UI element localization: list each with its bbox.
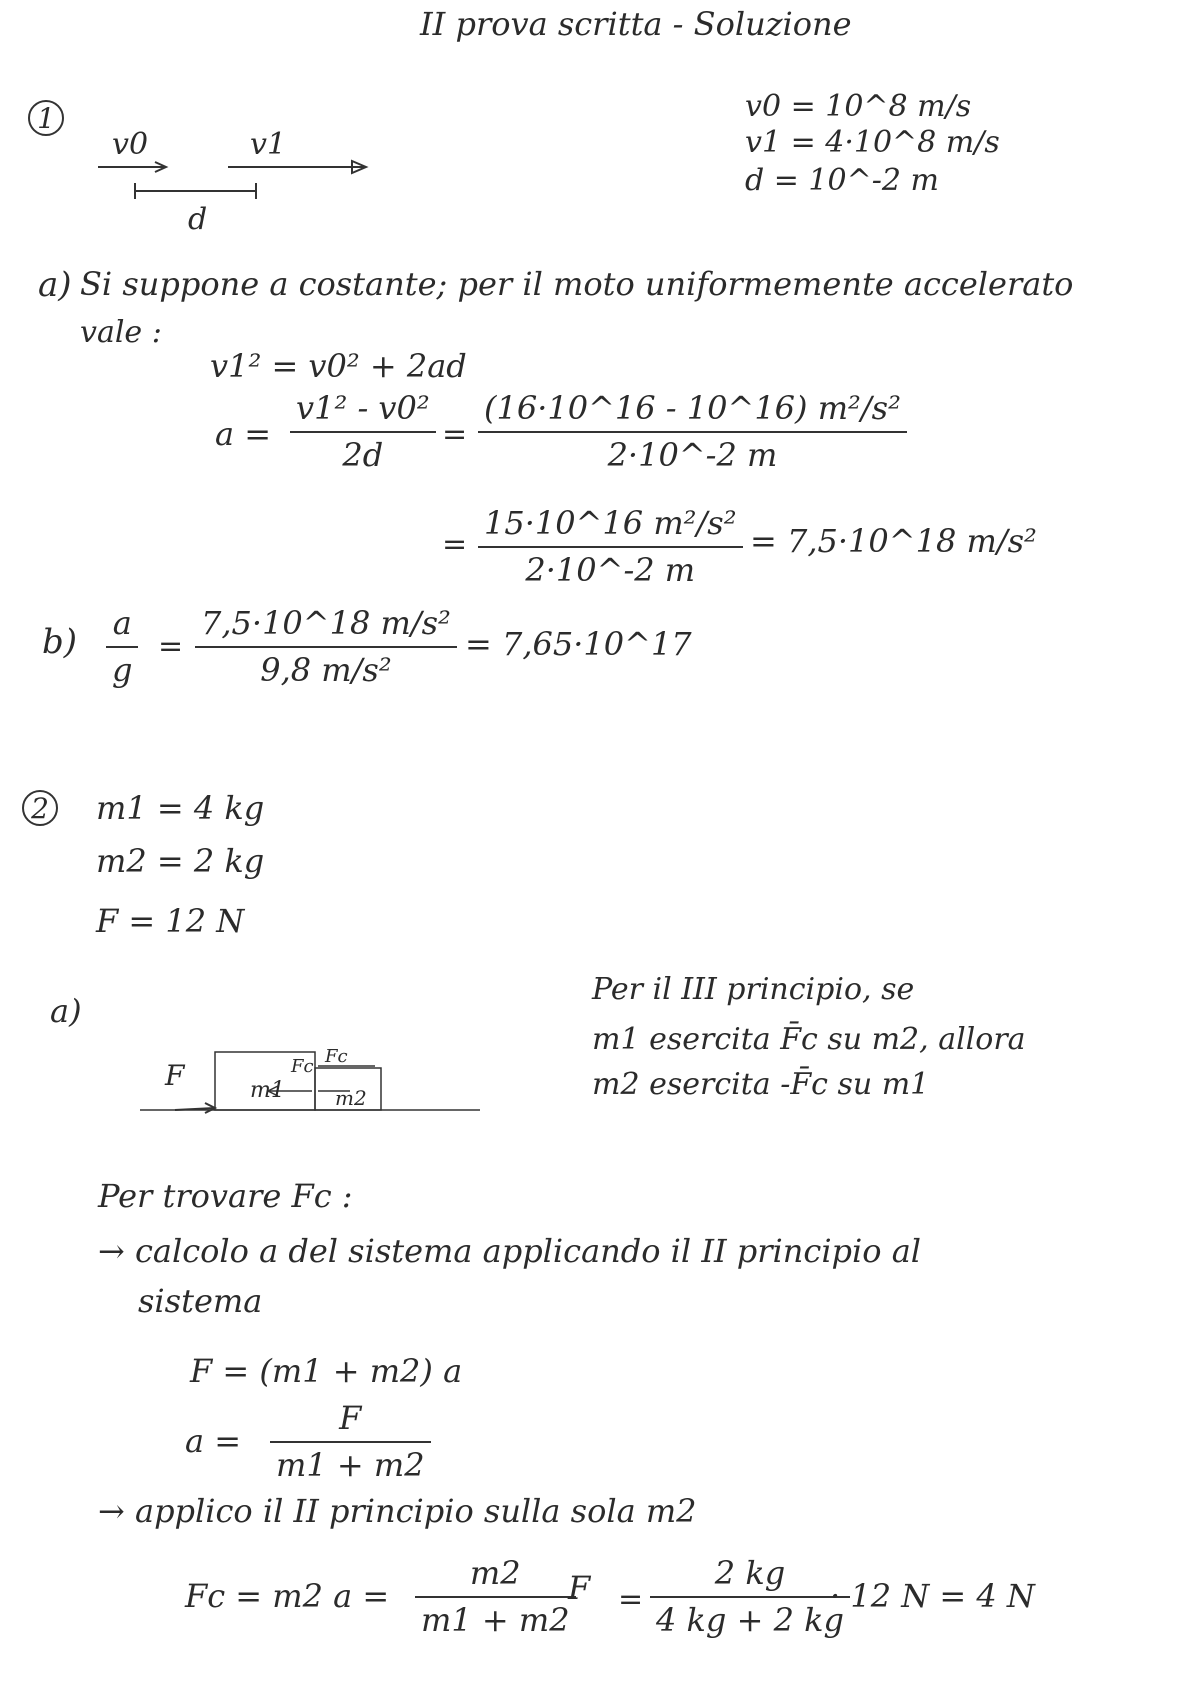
d-label: d	[188, 202, 208, 237]
frac-numerator: v1² - v0²	[296, 389, 430, 427]
Fc-left-label: Fc	[291, 1056, 314, 1077]
v1-label: v1	[250, 127, 287, 162]
p1-part-a-text-2: vale :	[80, 315, 162, 350]
p2-note-line1: Per il III principio, se	[592, 972, 915, 1007]
p2-eq3-lhs: Fc = m2 a =	[185, 1577, 390, 1615]
frac-bar	[650, 1596, 850, 1598]
p1-b-frac	[195, 605, 457, 689]
page-title: II prova scritta - Soluzione	[420, 5, 852, 43]
problem1-number: 1	[28, 100, 64, 136]
p1-eq2-eq: =	[442, 417, 468, 452]
p2-note-line3: m2 esercita -F̄c su m1	[592, 1067, 930, 1102]
p1-eq1: v1² = v0² + 2ad	[210, 347, 467, 385]
p1-b-lhs-frac	[106, 605, 138, 689]
force-F-label: F	[165, 1059, 185, 1092]
frac-numerator: 7,5·10^18 m/s²	[201, 604, 451, 642]
p1-b-eq: =	[158, 629, 184, 664]
frac-denominator: 2·10^-2 m	[607, 435, 778, 474]
frac-denominator: m1 + m2	[276, 1445, 425, 1484]
frac-bar	[478, 546, 743, 548]
frac-denominator: 9,8 m/s²	[260, 650, 392, 689]
frac-numerator: a	[112, 604, 132, 642]
p2-step2: → applico il II principio sulla sola m2	[98, 1492, 697, 1530]
frac-numerator: (16·10^16 - 10^16) m²/s²	[484, 389, 901, 427]
frac-bar	[270, 1441, 431, 1443]
p2-eq3-frac2	[650, 1555, 850, 1639]
p2-note-line2: m1 esercita F̄c su m2, allora	[592, 1022, 1026, 1057]
frac-bar	[478, 431, 907, 433]
p2-eq3-F: F	[568, 1569, 591, 1607]
p1-eq3-frac	[478, 505, 743, 589]
p2-eq2-lhs: a =	[185, 1422, 242, 1460]
given-v1: v1 = 4·10^8 m/s	[745, 125, 1000, 160]
p2-eq3-result: · 12 N = 4 N	[830, 1577, 1035, 1615]
p1-eq2-frac2	[478, 390, 907, 474]
frac-denominator: 2d	[342, 435, 384, 474]
frac-bar	[195, 646, 457, 648]
frac-numerator: m2	[469, 1554, 521, 1592]
frac-denominator: 2·10^-2 m	[525, 550, 696, 589]
given-m2: m2 = 2 kg	[96, 842, 265, 880]
p2-find: Per trovare Fc :	[98, 1177, 353, 1215]
frac-bar	[106, 646, 138, 648]
block-m1-label: m1	[250, 1078, 285, 1103]
p2-eq1: F = (m1 + m2) a	[190, 1352, 463, 1390]
problem2-number: 2	[22, 790, 58, 826]
given-d: d = 10^-2 m	[745, 163, 939, 198]
block-m2-label: m2	[335, 1086, 367, 1110]
frac-bar	[415, 1596, 576, 1598]
p2-eq3-eq: =	[618, 1582, 644, 1617]
p1-b-result: = 7,65·10^17	[465, 625, 692, 663]
given-F: F = 12 N	[96, 902, 245, 940]
given-v0: v0 = 10^8 m/s	[745, 89, 972, 124]
p1-eq3-result: = 7,5·10^18 m/s²	[750, 522, 1037, 560]
p1-part-a-text-1: Si suppone a costante; per il moto uniformemente accelerato	[80, 265, 1074, 303]
frac-denominator: g	[112, 650, 133, 689]
frac-numerator: F	[339, 1399, 362, 1437]
frac-numerator: 15·10^16 m²/s²	[484, 504, 737, 542]
p2-eq3-frac1	[415, 1555, 576, 1639]
p2-step1-line2: sistema	[138, 1282, 263, 1320]
frac-denominator: m1 + m2	[421, 1600, 570, 1639]
given-m1: m1 = 4 kg	[96, 789, 265, 827]
Fc-right-label: Fc	[325, 1046, 348, 1067]
v0-label: v0	[112, 127, 149, 162]
frac-numerator: 2 kg	[714, 1554, 786, 1592]
p1-eq3-eq: =	[442, 527, 468, 562]
p1-part-b-label: b)	[42, 622, 78, 662]
p2-step1-line1: → calcolo a del sistema applicando il II principio al	[98, 1232, 922, 1270]
p1-part-a-label: a)	[38, 265, 72, 305]
p1-eq2-frac1	[290, 390, 436, 474]
p2-eq2-frac	[270, 1400, 431, 1484]
p1-eq2-lhs: a =	[215, 415, 272, 453]
p2-part-a-label: a)	[50, 992, 82, 1030]
frac-bar	[290, 431, 436, 433]
frac-denominator: 4 kg + 2 kg	[656, 1600, 844, 1639]
